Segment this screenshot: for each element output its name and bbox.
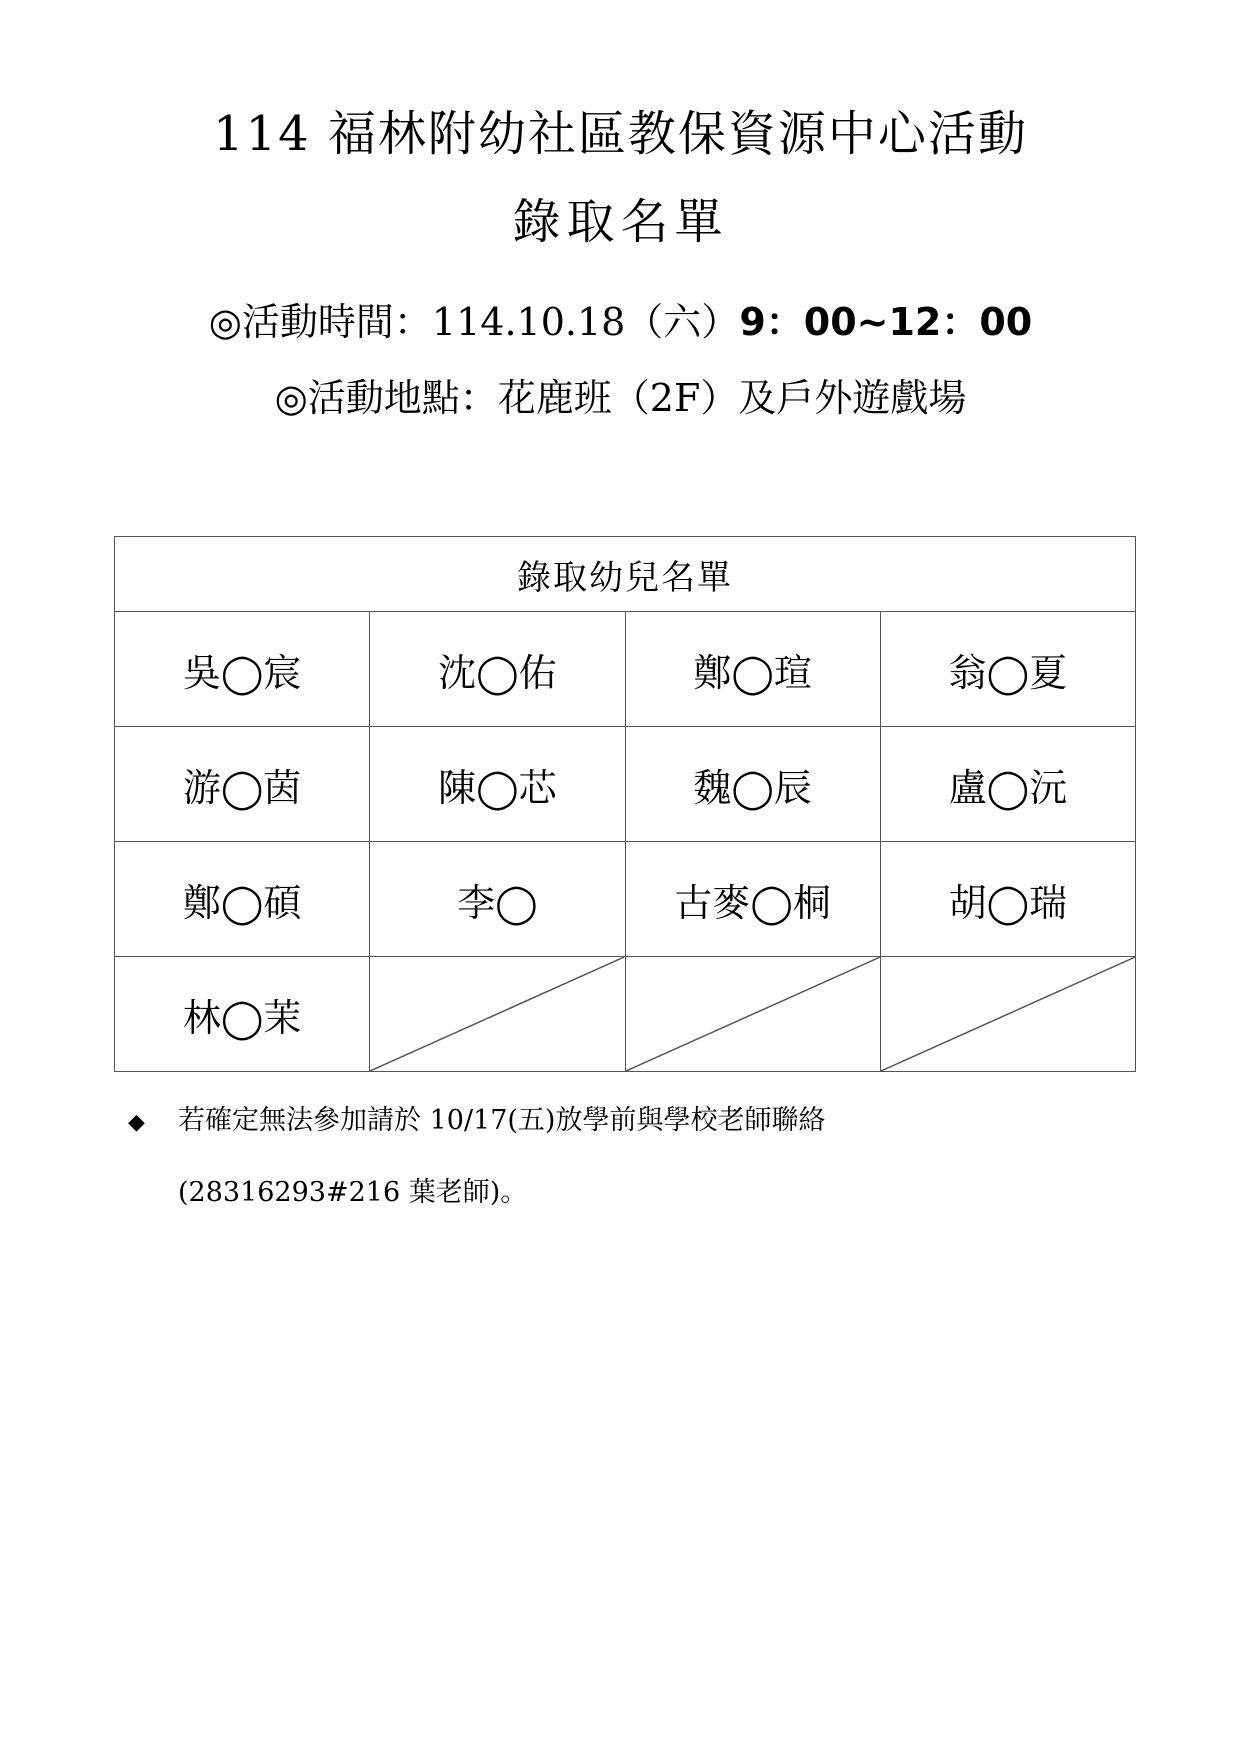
activity-time-range: 9：00~12：00	[739, 300, 1033, 344]
table-cell: 游◯茵	[115, 727, 370, 842]
table-row	[115, 957, 1136, 1072]
activity-location: ◎活動地點：花鹿班（2F）及戶外遊戲場	[274, 376, 967, 420]
activity-time-label: ◎活動時間：114.10.18（六）	[208, 300, 740, 344]
table-cell: 翁◯夏	[880, 612, 1135, 727]
note-text-1: 若確定無法參加請於 10/17(五)放學前與學校老師聯絡	[178, 1105, 826, 1136]
note-line-2: (28316293#216 葉老師)。	[178, 1177, 528, 1208]
admission-table	[114, 536, 1136, 1072]
diagonal-line	[881, 957, 1135, 1071]
activity-time	[0, 298, 1241, 346]
table-cell: 沈◯佑	[370, 612, 625, 727]
diagonal-line	[370, 957, 624, 1071]
document-title: 114 福林附幼社區教保資源中心活動	[213, 106, 1028, 162]
table-cell: 胡◯瑞	[880, 842, 1135, 957]
empty-cell-diagonal	[880, 957, 1135, 1072]
table-cell: 魏◯辰	[625, 727, 880, 842]
table-header: 錄取幼兒名單	[115, 537, 1136, 612]
diagonal-line	[626, 957, 880, 1071]
empty-cell-diagonal	[370, 957, 625, 1072]
table-header-row	[115, 537, 1136, 612]
table-cell: 盧◯沅	[880, 727, 1135, 842]
table-cell: 古麥◯桐	[625, 842, 880, 957]
diamond-bullet-icon: ◆	[128, 1110, 145, 1135]
document-subtitle: 錄取名單	[512, 194, 729, 250]
table-cell: 陳◯芯	[370, 727, 625, 842]
table-cell: 吳◯宸	[115, 612, 370, 727]
empty-cell-diagonal	[625, 957, 880, 1072]
table-row	[115, 727, 1136, 842]
table-cell: 林◯茉	[115, 957, 370, 1072]
note-line-1	[128, 1104, 825, 1140]
table-row	[115, 612, 1136, 727]
table-cell: 鄭◯碩	[115, 842, 370, 957]
table-row	[115, 842, 1136, 957]
table-cell: 鄭◯瑄	[625, 612, 880, 727]
table-cell: 李◯	[370, 842, 625, 957]
